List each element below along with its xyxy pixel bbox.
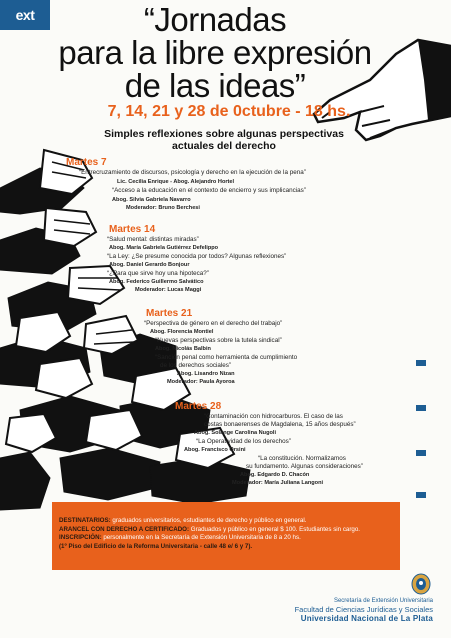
talk-speaker: Abog. Daniel Gerardo Bonjour	[109, 262, 190, 268]
subtitle-line-2: actuales del derecho	[172, 140, 276, 152]
info-location: (1º Piso del Edificio de la Reforma Universitaria - calle 48 e/ 6 y 7).	[59, 542, 253, 550]
talk-title-cont: su fundamento. Algunas consideraciones”	[246, 463, 363, 470]
talk-moderator: Moderador: Bruno Berchesi	[126, 205, 200, 211]
event-dates: 7, 14, 21 y 28 de 0ctubre - 18 hs.	[107, 103, 351, 120]
session-day-4: Martes 28	[175, 401, 222, 412]
title-line-2: para la libre expresión	[58, 34, 372, 71]
session-day-1: Martes 7	[66, 157, 107, 168]
talk-moderator: Moderador: Lucas Maggi	[135, 287, 202, 293]
talk-title-cont: de los derechos sociales”	[160, 362, 232, 369]
talk-speaker: Abog. Federico Guillermo Salvático	[109, 279, 204, 285]
talk-speaker: Abog. Lisandro Nizan	[177, 371, 235, 377]
talk-speaker: Abog. María Gabriela Gutiérrez Defelippo	[109, 245, 219, 251]
talk-speaker: Abog. Silvia Gabriela Navarro	[112, 197, 191, 203]
talk-speaker: Lic. Cecilia Enrique - Abog. Alejandro Hortel	[117, 179, 235, 185]
title-line-3: de las ideas”	[124, 67, 306, 104]
institution-footer	[295, 597, 433, 624]
side-contact-strip	[416, 300, 430, 500]
session-day-3: Martes 21	[146, 308, 193, 319]
talk-speaker: Abog. Florencia Montiel	[150, 329, 214, 335]
talk-title: “Acceso a la educación en el contexto de encierro y sus implicancias”	[112, 187, 306, 194]
footer-secretaria: Secretaría de Extensión Universitaria	[333, 598, 433, 604]
talk-moderator: Moderador: María Juliana Langoni	[232, 480, 324, 486]
talk-title: “Sanción penal como herramienta de cumplimiento	[155, 354, 298, 361]
talk-title: “Perspectiva de género en el derecho del trabajo”	[144, 320, 283, 327]
talk-speaker: Abog. Edgardo D. Chacón	[240, 472, 310, 478]
side-marker	[416, 360, 426, 366]
talk-title: “La constitución. Normalizamos	[258, 455, 346, 462]
university-seal-icon	[411, 573, 431, 595]
talk-title: “Salud mental: distintas miradas”	[107, 236, 199, 243]
footer-universidad: Universidad Nacional de La Plata	[300, 614, 433, 623]
info-box	[52, 502, 400, 570]
talk-title: “¿Para que sirve hoy una hipoteca?”	[107, 270, 209, 277]
talk-title: “Nuevas perspectivas sobre la tutela sindical”	[155, 337, 282, 344]
side-marker	[416, 405, 426, 411]
talk-title: “La Operatividad de los derechos”	[196, 438, 291, 445]
side-marker	[416, 492, 426, 498]
ext-logo: ext	[0, 0, 50, 30]
info-arancel: ARANCEL CON DERECHO A CERTIFICADO: Graduados y público en general $ 100. Estudiantes sin cargo.	[59, 525, 361, 533]
talk-speaker: Abog. Solange Carolina Nugoli	[194, 430, 277, 436]
title-line-1: “Jornadas	[143, 1, 287, 38]
subtitle-line-1: Simples reflexiones sobre algunas perspectivas	[104, 128, 344, 140]
session-day-2: Martes 14	[109, 224, 156, 235]
info-inscripcion: INSCRIPCIÓN: personalmente en la Secretaría de Extensión Universitaria de 8 a 20 hs.	[59, 534, 301, 541]
talk-speaker: Abog. Francisco Orsini	[184, 447, 246, 453]
talk-speaker: Abog. Nicolás Balbin	[155, 346, 211, 352]
talk-title-cont: costas bonaerenses de Magdalena, 15 años después”	[204, 421, 356, 428]
talk-title: “La Ley: ¿Se presume conocida por todos? Algunas reflexiones”	[107, 253, 287, 260]
talk-moderator: Moderador: Paula Ayoroa	[167, 379, 235, 385]
talk-title: “Contaminación con hidrocarburos. El caso de las	[204, 413, 343, 420]
footer-facultad: Facultad de Ciencias Jurídicas y Sociales	[294, 605, 433, 614]
talk-title: “Entrecruzamiento de discursos, psicología y derecho en la ejecución de la pena”	[79, 169, 306, 176]
info-destinatarios: DESTINATARIOS: graduados universitarios, estudiantes de derecho y público en general.	[59, 517, 307, 524]
side-marker	[416, 450, 426, 456]
